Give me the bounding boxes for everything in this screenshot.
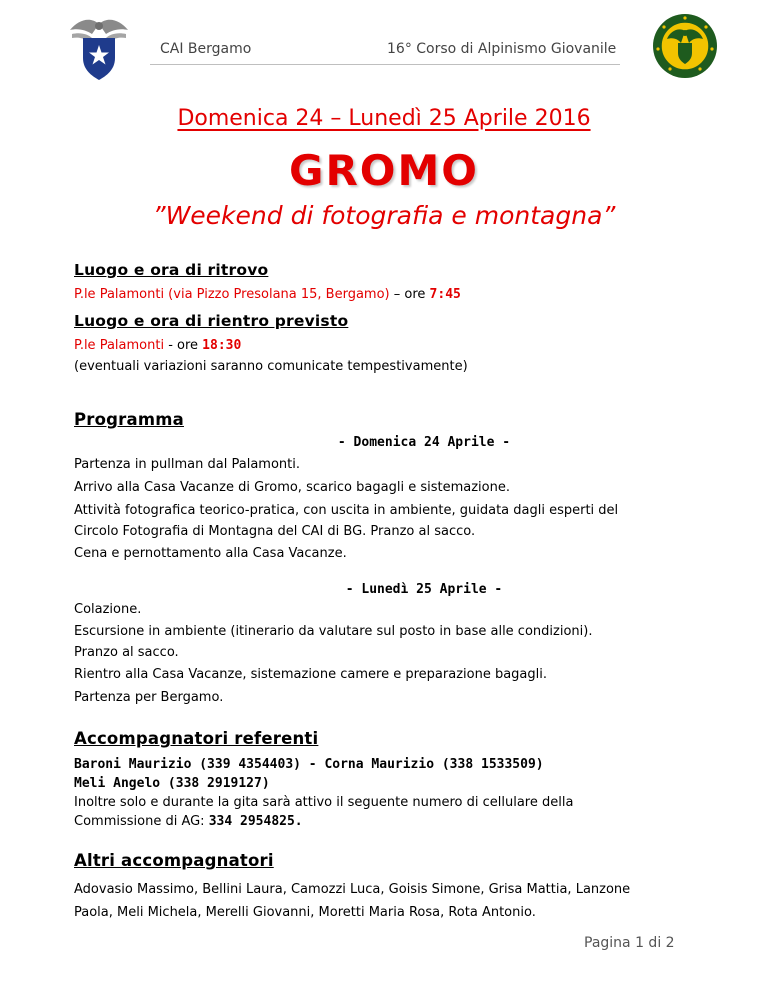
header-divider [150, 64, 620, 65]
guides-note-prefix: Commissione di AG: [74, 814, 209, 829]
guides-note-1: Inoltre solo e durante la gita sarà attivo il seguente numero di cellulare della [74, 795, 574, 810]
program-item: Arrivo alla Casa Vacanze di Gromo, scarico bagagli e sistemazione. [74, 480, 510, 495]
program-item: Colazione. [74, 602, 142, 617]
guides-line-1: Baroni Maurizio (339 4354403) - Corna Maurizio (338 1533509) [74, 757, 544, 772]
program-day2-title: - Lunedì 25 Aprile - [345, 582, 503, 597]
page-header [0, 0, 768, 85]
meeting-section [74, 261, 714, 305]
return-note: (eventuali variazioni saranno comunicate tempestivamente) [74, 359, 468, 374]
meeting-details [74, 284, 714, 305]
cai-seal-icon [652, 13, 718, 79]
others-heading: Altri accompagnatori [74, 851, 274, 870]
return-section [74, 312, 714, 377]
program-section [74, 410, 714, 709]
program-item: Pranzo al sacco. [74, 645, 179, 660]
page-number: Pagina 1 di 2 [584, 935, 675, 951]
others-line-1: Adovasio Massimo, Bellini Laura, Camozzi Luca, Goisis Simone, Grisa Mattia, Lanzone [74, 882, 631, 897]
program-item: Attività fotografica teorico-pratica, con uscita in ambiente, guidata dagli esperti del [74, 503, 619, 518]
header-organization: CAI Bergamo [160, 41, 252, 57]
program-item: Circolo Fotografia di Montagna del CAI di BG. Pranzo al sacco. [74, 524, 476, 539]
return-time: 18:30 [202, 338, 242, 353]
program-item: Rientro alla Casa Vacanze, sistemazione camere e preparazione bagagli. [74, 667, 547, 682]
return-details [74, 335, 714, 356]
header-course: 16° Corso di Alpinismo Giovanile [387, 41, 617, 57]
program-heading: Programma [74, 410, 184, 429]
event-date-title: Domenica 24 – Lunedì 25 Aprile 2016 [177, 106, 591, 131]
meeting-separator: – ore [389, 287, 430, 302]
others-line-2: Paola, Meli Michela, Merelli Giovanni, Moretti Maria Rosa, Rota Antonio. [74, 905, 536, 920]
program-item: Partenza per Bergamo. [74, 690, 224, 705]
program-item: Cena e pernottamento alla Casa Vacanze. [74, 546, 347, 561]
cai-emblem-icon [68, 14, 130, 82]
guides-note-2 [74, 812, 714, 831]
program-item: Escursione in ambiente (itinerario da valutare sul posto in base alle condizioni). [74, 624, 593, 639]
return-heading: Luogo e ora di rientro previsto [74, 312, 349, 330]
commission-phone: 334 2954825. [208, 814, 303, 829]
program-day1-title: - Domenica 24 Aprile - [337, 435, 511, 450]
event-place-title: GROMO [288, 146, 480, 195]
return-place: P.le Palamonti [74, 338, 165, 353]
program-item: Partenza in pullman dal Palamonti. [74, 457, 300, 472]
meeting-heading: Luogo e ora di ritrovo [74, 261, 269, 279]
others-section [74, 851, 714, 924]
event-subtitle: ”Weekend di fotografia e montagna” [152, 201, 616, 230]
guides-section [74, 729, 714, 831]
meeting-place: P.le Palamonti (via Pizzo Presolana 15, Bergamo) [74, 287, 390, 302]
return-separator: - ore [164, 338, 203, 353]
meeting-time: 7:45 [429, 287, 461, 302]
guides-heading: Accompagnatori referenti [74, 729, 319, 748]
guides-line-2: Meli Angelo (338 2919127) [74, 776, 270, 791]
